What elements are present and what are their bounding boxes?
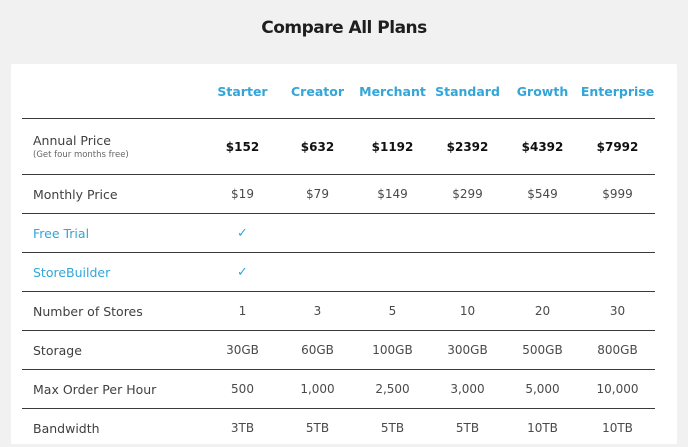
- plan-header-enterprise: Enterprise: [580, 64, 655, 119]
- stores-standard: 10: [430, 292, 505, 331]
- row-storage: [22, 331, 655, 370]
- row-label-bandwidth: Bandwidth: [22, 409, 205, 447]
- stores-growth: 20: [505, 292, 580, 331]
- checkmark-icon: ✓: [237, 265, 248, 280]
- storebuilder-merchant: [355, 253, 430, 292]
- monthly-price-enterprise: $999: [580, 175, 655, 214]
- storebuilder-growth: [505, 253, 580, 292]
- monthly-price-standard: $299: [430, 175, 505, 214]
- monthly-price-merchant: $149: [355, 175, 430, 214]
- max-order-creator: 1,000: [280, 370, 355, 409]
- annual-price-standard: $2392: [430, 119, 505, 175]
- row-storebuilder: [22, 253, 655, 292]
- row-number-of-stores: [22, 292, 655, 331]
- row-label-storage: Storage: [22, 331, 205, 370]
- free-trial-standard: [430, 214, 505, 253]
- plan-header-row: [22, 64, 655, 119]
- row-label-max-order-per-hour: Max Order Per Hour: [22, 370, 205, 409]
- bandwidth-growth: 10TB: [505, 409, 580, 447]
- storebuilder-standard: [430, 253, 505, 292]
- stores-enterprise: 30: [580, 292, 655, 331]
- free-trial-starter: [205, 214, 280, 253]
- monthly-price-starter: $19: [205, 175, 280, 214]
- bandwidth-creator: 5TB: [280, 409, 355, 447]
- plan-header-starter: Starter: [205, 64, 280, 119]
- max-order-standard: 3,000: [430, 370, 505, 409]
- bandwidth-merchant: 5TB: [355, 409, 430, 447]
- bandwidth-enterprise: 10TB: [580, 409, 655, 447]
- row-label-annual-price: [22, 119, 205, 175]
- stores-starter: 1: [205, 292, 280, 331]
- annual-price-merchant: $1192: [355, 119, 430, 175]
- plan-header-creator: Creator: [280, 64, 355, 119]
- storage-starter: 30GB: [205, 331, 280, 370]
- storebuilder-enterprise: [580, 253, 655, 292]
- checkmark-icon: ✓: [237, 226, 248, 241]
- row-free-trial: [22, 214, 655, 253]
- comparison-card: [11, 64, 677, 444]
- free-trial-growth: [505, 214, 580, 253]
- max-order-merchant: 2,500: [355, 370, 430, 409]
- row-max-order-per-hour: [22, 370, 655, 409]
- annual-price-creator: $632: [280, 119, 355, 175]
- storage-creator: 60GB: [280, 331, 355, 370]
- annual-price-growth: $4392: [505, 119, 580, 175]
- max-order-growth: 5,000: [505, 370, 580, 409]
- storage-growth: 500GB: [505, 331, 580, 370]
- plan-comparison-table: [22, 64, 655, 447]
- storebuilder-starter: [205, 253, 280, 292]
- row-label-monthly-price: Monthly Price: [22, 175, 205, 214]
- storage-merchant: 100GB: [355, 331, 430, 370]
- annual-price-enterprise: $7992: [580, 119, 655, 175]
- monthly-price-creator: $79: [280, 175, 355, 214]
- free-trial-enterprise: [580, 214, 655, 253]
- annual-price-label: Annual Price: [33, 133, 111, 148]
- page-title: Compare All Plans: [0, 18, 688, 38]
- annual-price-starter: $152: [205, 119, 280, 175]
- plan-header-growth: Growth: [505, 64, 580, 119]
- free-trial-merchant: [355, 214, 430, 253]
- plan-header-merchant: Merchant: [355, 64, 430, 119]
- storage-standard: 300GB: [430, 331, 505, 370]
- row-label-number-of-stores: Number of Stores: [22, 292, 205, 331]
- stores-merchant: 5: [355, 292, 430, 331]
- free-trial-link[interactable]: Free Trial: [22, 214, 205, 253]
- bandwidth-standard: 5TB: [430, 409, 505, 447]
- max-order-starter: 500: [205, 370, 280, 409]
- row-monthly-price: [22, 175, 655, 214]
- row-annual-price: [22, 119, 655, 175]
- annual-price-sublabel: (Get four months free): [33, 150, 205, 160]
- storebuilder-creator: [280, 253, 355, 292]
- row-bandwidth: [22, 409, 655, 447]
- monthly-price-growth: $549: [505, 175, 580, 214]
- bandwidth-starter: 3TB: [205, 409, 280, 447]
- storage-enterprise: 800GB: [580, 331, 655, 370]
- free-trial-creator: [280, 214, 355, 253]
- header-feature-column: [22, 64, 205, 119]
- storebuilder-link[interactable]: StoreBuilder: [22, 253, 205, 292]
- plan-header-standard: Standard: [430, 64, 505, 119]
- max-order-enterprise: 10,000: [580, 370, 655, 409]
- stores-creator: 3: [280, 292, 355, 331]
